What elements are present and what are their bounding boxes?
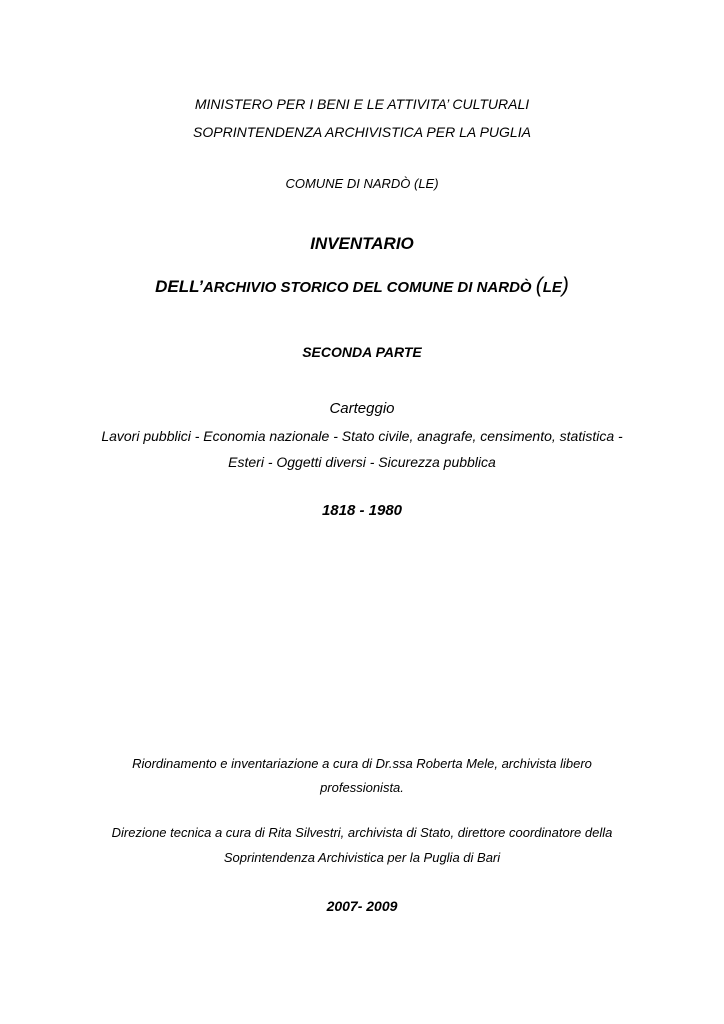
direction-credit-line1: Direzione tecnica a cura di Rita Silvestri, archivista di Stato, direttore coordinatore della xyxy=(111,825,613,840)
comune-heading: COMUNE DI NARDÒ (LE) xyxy=(285,176,439,191)
date-range: 1818 - 1980 xyxy=(321,502,403,519)
curator-credit-line2: professionista. xyxy=(320,780,404,795)
curator-credit-line1: Riordinamento e inventariazione a cura di Dr.ssa Roberta Mele, archivista libero xyxy=(132,756,592,771)
document-subtitle xyxy=(0,274,724,298)
work-years: 2007- 2009 xyxy=(326,898,398,914)
section-subjects-line2: Esteri - Oggetti diversi - Sicurezza pubblica xyxy=(228,454,496,470)
subtitle-prefix: DELL’ xyxy=(155,277,203,296)
subtitle-paren-close: ) xyxy=(561,274,569,297)
section-subjects-line1: Lavori pubblici - Economia nazionale - Stato civile, anagrafe, censimento, statistica - xyxy=(101,428,623,444)
subtitle-province: LE xyxy=(542,279,562,296)
direction-credit-line2: Soprintendenza Archivistica per la Puglia di Bari xyxy=(223,850,501,865)
ministry-heading: MINISTERO PER I BENI E LE ATTIVITA’ CULTURALI xyxy=(194,96,530,112)
soprintendenza-heading: SOPRINTENDENZA ARCHIVISTICA PER LA PUGLIA xyxy=(193,124,531,140)
section-name: Carteggio xyxy=(329,400,395,417)
document-title: INVENTARIO xyxy=(310,234,414,253)
subtitle-main: ARCHIVIO STORICO DEL COMUNE DI NARDÒ xyxy=(202,279,536,296)
subtitle-paren-open: ( xyxy=(535,274,543,297)
part-heading: SECONDA PARTE xyxy=(302,344,422,360)
